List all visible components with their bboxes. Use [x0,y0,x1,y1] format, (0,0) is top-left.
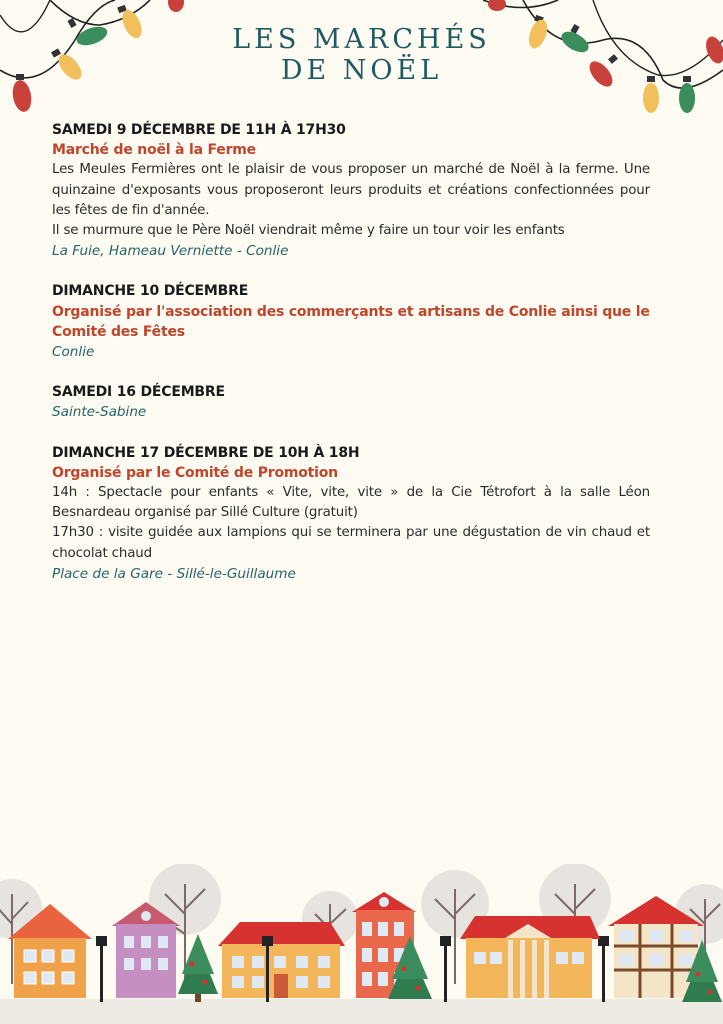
event-3 [52,382,650,422]
page-title-line-1: LES MARCHÉS [232,24,491,55]
event-subtitle: Organisé par le Comité de Promotion [52,464,338,481]
christmas-village-icon [0,864,723,1024]
event-4 [52,443,650,584]
event-place: Conlie [52,344,95,361]
event-date: DIMANCHE 10 DÉCEMBRE [52,283,249,300]
event-date: SAMEDI 9 DÉCEMBRE DE 11H À 17H30 [52,122,346,138]
event-subtitle: Marché de noël à la Ferme [52,142,256,159]
page-title [0,24,723,86]
event-1 [52,120,650,261]
event-date: SAMEDI 16 DÉCEMBRE [52,384,225,401]
event-description: Il se murmure que le Père Noël viendrait même y faire un tour voir les enfants [52,223,565,239]
event-place: Place de la Gare - Sillé-le-Guillaume [52,565,296,582]
event-place: Sainte-Sabine [52,404,147,421]
event-date: DIMANCHE 17 DÉCEMBRE DE 10H À 18H [52,444,360,461]
event-place: La Fuie, Hameau Verniette - Conlie [52,243,289,260]
event-description: 17h30 : visite guidée aux lampions qui se terminera par une dégustation de vin chaud et chocolat chaud [52,525,650,561]
event-description: Les Meules Fermières ont le plaisir de vous proposer un marché de Noël à la ferme. Une quinzaine d'exposants vous proposeront leurs produits et créations confectionnées pour les fêtes de fin d'année. [52,162,650,218]
page-title-line-2: DE NOËL [280,55,443,86]
events-list [52,120,650,604]
event-subtitle: Organisé par l'association des commerçants et artisans de Conlie ainsi que le Comité des Fêtes [52,303,650,340]
event-description: 14h : Spectacle pour enfants « Vite, vite, vite » de la Cie Tétrofort à la salle Léon Besnardeau organisé par Sillé Culture (gratuit) [52,485,650,521]
event-2 [52,281,650,362]
